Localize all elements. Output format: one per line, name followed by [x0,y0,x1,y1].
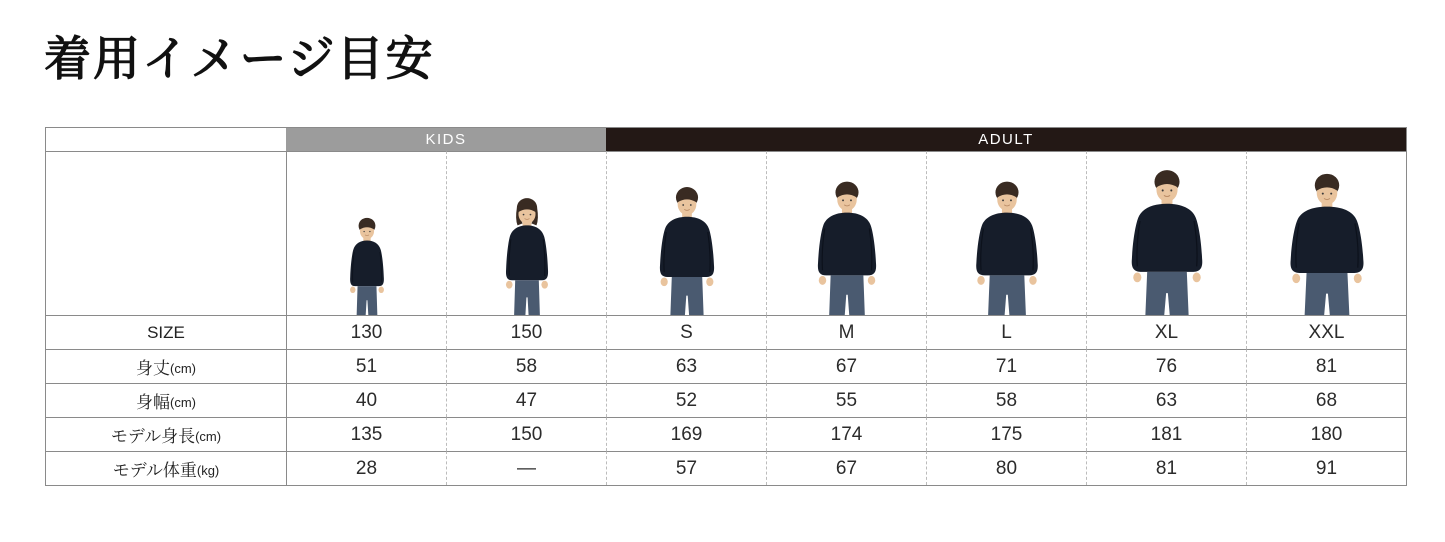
cell-model-height-XXL: 180 [1246,417,1406,451]
model-figure [1120,166,1214,315]
cell-model-weight-S: 57 [606,451,766,485]
model-figure [963,178,1050,315]
cell-model-height-S: 169 [606,417,766,451]
cell-body-length-XL: 76 [1086,349,1246,383]
cell-model-weight-150: — [446,451,606,485]
cell-model-weight-XXL: 91 [1246,451,1406,485]
size-chart-table [45,127,1407,486]
model-photo-M [766,151,926,315]
row-label-unit: (cm) [195,428,222,444]
row-label-text: モデル体重 [112,461,197,480]
row-label-unit: (cm) [170,394,196,410]
cell-body-width-XXL: 68 [1246,383,1406,417]
row-label-model-weight [46,451,286,485]
row-label-text: SIZE [147,322,185,342]
row-label-size [46,315,286,349]
row-label-text: 身丈 [136,359,170,378]
cell-model-weight-M: 67 [766,451,926,485]
row-label-unit: (kg) [196,462,220,478]
cell-body-length-130: 51 [286,349,446,383]
cell-model-weight-XL: 81 [1086,451,1246,485]
cell-model-height-150: 150 [446,417,606,451]
row-label-text: 身幅 [136,393,170,412]
model-photo-S [606,151,766,315]
model-photo-150 [446,151,606,315]
cell-body-width-150: 47 [446,383,606,417]
group-header-blank [46,128,286,151]
cell-size-XXL: XXL [1246,315,1406,349]
model-photo-130 [286,151,446,315]
model-photo-L [926,151,1086,315]
cell-model-height-L: 175 [926,417,1086,451]
model-photo-XXL [1246,151,1406,315]
group-header-kids: KIDS [286,128,606,151]
cell-model-height-M: 174 [766,417,926,451]
model-figure [645,183,728,315]
model-figure [489,195,565,315]
page-title: 着用イメージ目安 [44,32,435,85]
photo-row-label-spacer [46,151,286,315]
cell-body-length-150: 58 [446,349,606,383]
cell-model-height-130: 135 [286,417,446,451]
row-label-body-length [46,349,286,383]
cell-body-width-130: 40 [286,383,446,417]
cell-size-XL: XL [1086,315,1246,349]
cell-size-130: 130 [286,315,446,349]
cell-body-width-S: 52 [606,383,766,417]
group-header-adult: ADULT [606,128,1406,151]
cell-body-length-S: 63 [606,349,766,383]
cell-body-length-XXL: 81 [1246,349,1406,383]
cell-body-width-L: 58 [926,383,1086,417]
cell-body-width-XL: 63 [1086,383,1246,417]
cell-size-S: S [606,315,766,349]
model-figure [1281,170,1373,315]
cell-body-length-L: 71 [926,349,1086,383]
row-label-text: モデル身長 [110,427,196,446]
cell-model-weight-L: 80 [926,451,1086,485]
model-photo-XL [1086,151,1246,315]
cell-body-length-M: 67 [766,349,926,383]
row-label-model-height [46,417,286,451]
row-label-body-width [46,383,286,417]
cell-body-width-M: 55 [766,383,926,417]
cell-size-M: M [766,315,926,349]
model-figure [803,178,890,315]
cell-model-height-XL: 181 [1086,417,1246,451]
model-figure [335,215,398,315]
cell-size-150: 150 [446,315,606,349]
cell-model-weight-130: 28 [286,451,446,485]
cell-size-L: L [926,315,1086,349]
row-label-unit: (cm) [170,360,196,376]
